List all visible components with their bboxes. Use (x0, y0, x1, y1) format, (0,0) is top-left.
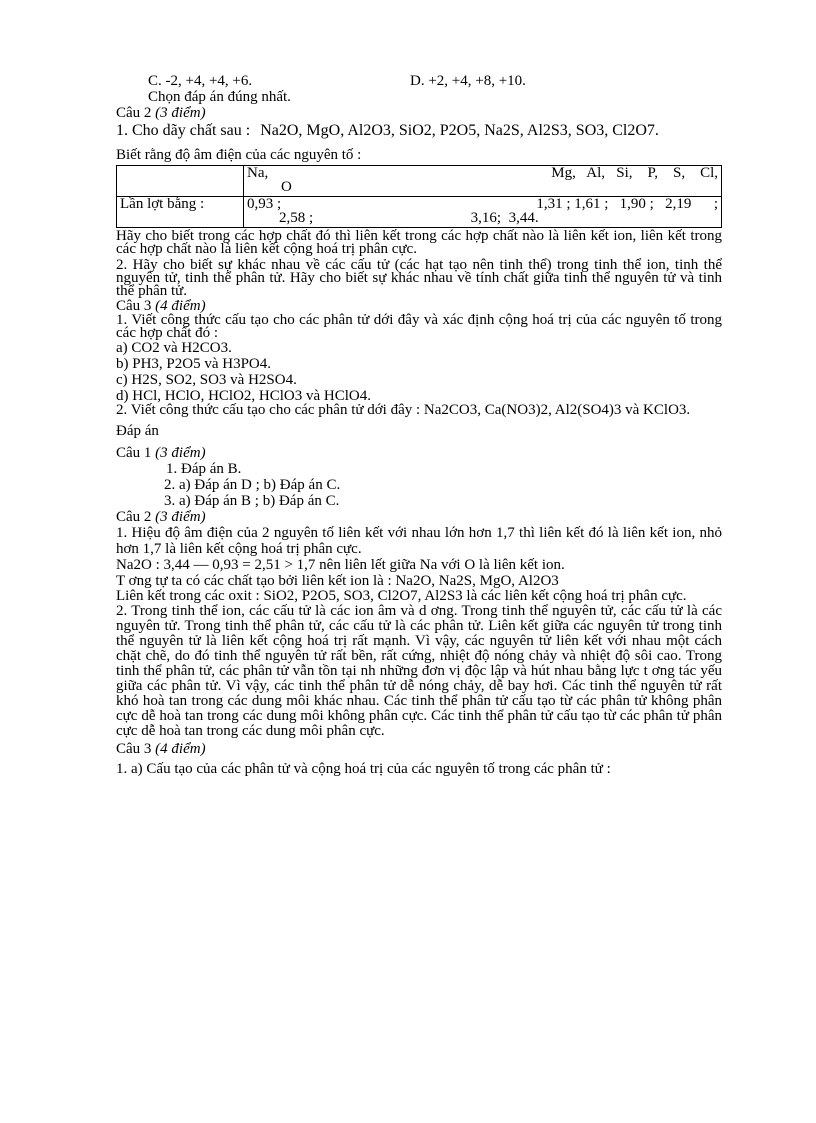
table-cell-empty (117, 166, 244, 197)
a3-para1: 1. a) Cấu tạo của các phân tử và cộng hoá trị của các nguyên tố trong các phân tử : (116, 761, 611, 777)
q1-option-d: D. +2, +4, +8, +10. (410, 73, 526, 89)
a2-title: Câu 2 (116, 509, 152, 525)
q3-item1-c: c) H2S, SO2, SO3 và H2SO4. (116, 372, 297, 388)
q2-item1-question: Hãy cho biết trong các hợp chất đó thì liên kết trong các hợp chất nào là liên kết ion, liên kết trong các hợp chất nào là liên kết cộng hoá trị phân cực. (116, 228, 722, 257)
q2-heading (116, 105, 722, 121)
a3-points: (4 điểm) (155, 741, 206, 757)
q2-item2: 2. Hãy cho biết sự khác nhau về các cấu tử (các hạt tạo nên tinh thể) trong tinh thể ion, tinh thể nguyên tử, tinh thể phân tử. Hãy cho biết sự khác nhau về tính chất giữa tinh thể nguyên tử và tinh thể phân tử. (116, 257, 722, 299)
q3-item1-b: b) PH3, P2O5 và H3PO4. (116, 356, 272, 372)
table-row (117, 166, 722, 197)
a1-title: Câu 1 (116, 445, 152, 461)
q2-points: (3 điểm) (155, 105, 206, 121)
answers-title: Đáp án (116, 423, 159, 439)
element-o: O (281, 179, 292, 195)
q3-item1-d: d) HCl, HClO, HClO2, HClO3 và HClO4. (116, 388, 372, 404)
q3-title: Câu 3 (116, 298, 152, 314)
a1-line3: 3. a) Đáp án B ; b) Đáp án C. (164, 493, 340, 509)
q2-title: Câu 2 (116, 105, 152, 121)
q2-item1-prefix: 1. Cho dãy chất sau : (116, 122, 251, 139)
electronegativity-table (116, 165, 722, 228)
q3-item2: 2. Viết công thức cấu tạo cho các phân tử dới đây : Na2CO3, Ca(NO3)2, Al2(SO4)3 và KClO3. (116, 402, 691, 418)
a2-para1: 1. Hiệu độ âm điện của 2 nguyên tố liên kết với nhau lớn hơn 1,7 thì liên kết đó là liên kết ion, nhỏ hơn 1,7 là liên kết cộng hoá trị phân cực. (116, 525, 722, 557)
value-tail: 2,58 ; 3,16; 3,44. (279, 210, 539, 226)
q3-points: (4 điểm) (155, 298, 206, 314)
q3-item1: 1. Viết công thức cấu tạo cho các phân tử dới đây và xác định cộng hoá trị của các nguyên tố trong các hợp chất đó : (116, 312, 722, 341)
q3-item1-a: a) CO2 và H2CO3. (116, 340, 232, 356)
a3-title: Câu 3 (116, 741, 152, 757)
q1-option-c: C. -2, +4, +4, +6. (148, 73, 253, 89)
table-cell-label: Lần lợt bằng : (117, 197, 244, 228)
a1-line1: 1. Đáp án B. (166, 461, 242, 477)
table-cell-elements (244, 166, 722, 197)
element-na: Na, (247, 165, 269, 181)
q2-electronegativity-intro: Biết rằng độ âm điện của các nguyên tố : (116, 147, 362, 163)
a2-para2: Na2O : 3,44 — 0,93 = 2,51 > 1,7 nên liên lết giữa Na với O là liên kết ion. (116, 557, 565, 573)
table-cell-values (244, 197, 722, 228)
a2-para4: Liên kết trong các oxit : SiO2, P2O5, SO3, Cl2O7, Al2S3 là các liên kết cộng hoá trị phân cực. (116, 588, 687, 604)
q2-item1-compounds (116, 121, 722, 141)
a2-para5: 2. Trong tinh thể ion, các cấu tử là các ion âm và d ơng. Trong tinh thể nguyên tử, các cấu tử là các nguyên tử. Trong tinh thể phân tử, các cấu tử là các phân tử. Liên kết giữa các nguyên tử trong tinh thể nguyên tử là liên kết cộng hoá trị rất mạnh. Vì vậy, các nguyên tử liên kết với nhau một cách chặt chẽ, do đó tinh thể nguyên tử rất bền, rất cứng, nhiệt độ nóng chảy và nhiệt độ sôi cao. Trong tinh thể phân tử, các phân tử vẫn tồn tại nh những đơn vị độc lập và hút nhau bằng lực t ơng tác yếu giữa các phân tử. Vì vậy, các tinh thể phân tử dễ nóng chảy, dễ bay hơi. Các tinh thể nguyên tử rất khó hoà tan trong các dung môi khác nhau. Các tinh thể phân tử cấu tạo từ các phân tử không phân cực dễ hoà tan trong các dung môi không phân cực. Các tinh thể phân tử cấu tạo từ các phân tử phân cực dễ hoà tan trong các dung môi phân cực. (116, 603, 722, 739)
q1-options-row (116, 73, 722, 89)
value-list: 1,31 ; 1,61 ; 1,90 ; 2,19 ; (536, 196, 718, 212)
a1-heading (116, 445, 722, 461)
document-page (116, 73, 722, 777)
q2-compound-list: Na2O, MgO, Al2O3, SiO2, P2O5, Na2S, Al2S3, SO3, Cl2O7. (260, 122, 659, 139)
a1-points: (3 điểm) (155, 445, 206, 461)
a2-points: (3 điểm) (155, 509, 206, 525)
a2-para3: T ơng tự ta có các chất tạo bởi liên kết ion là : Na2O, Na2S, MgO, Al2O3 (116, 573, 559, 589)
element-list: Mg, Al, Si, P, S, Cl, (551, 165, 718, 181)
table-row (117, 197, 722, 228)
q1-instruction: Chọn đáp án đúng nhất. (148, 89, 291, 105)
a1-line2: 2. a) Đáp án D ; b) Đáp án C. (164, 477, 341, 493)
a2-heading (116, 509, 722, 525)
a3-heading (116, 741, 722, 757)
value-na: 0,93 ; (247, 196, 282, 212)
